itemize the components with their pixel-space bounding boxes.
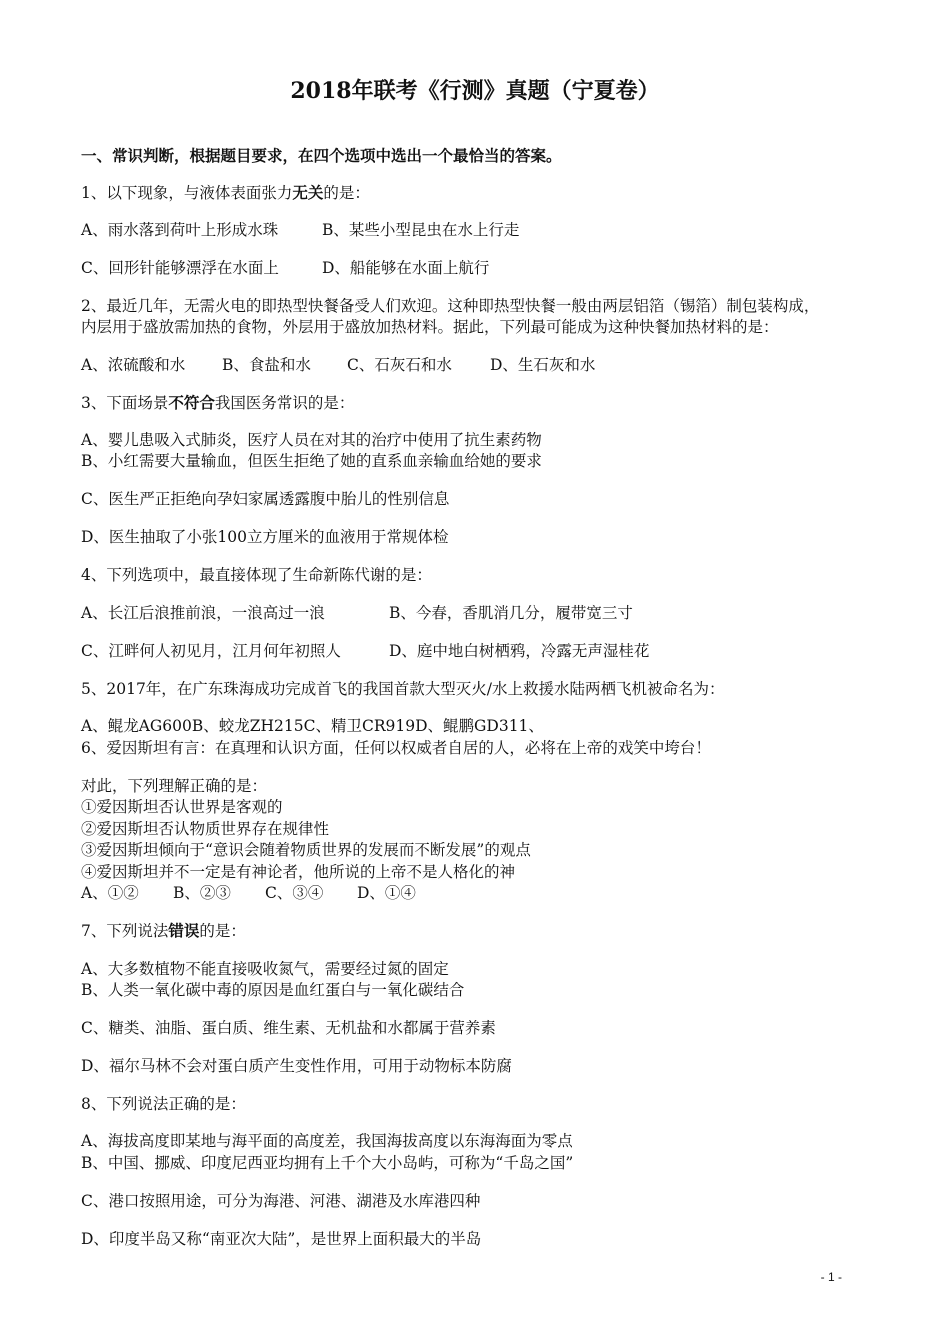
question-3-stem [81,393,354,413]
q4-option-d: D、庭中地白树栖鸦，冷露无声湿桂花 [389,642,650,660]
q8-option-a: A、海拔高度即某地与海平面的高度差，我国海拔高度以东海海面为零点 [81,1132,573,1150]
q6-statement-3: ③爱因斯坦倾向于“意识会随着物质世界的发展而不断发展”的观点 [81,841,531,859]
q6-option-c: C、③④ [265,884,324,902]
q7-option-c: C、糖类、油脂、蛋白质、维生素、无机盐和水都属于营养素 [81,1019,496,1037]
q1-stem-pre: 1、以下现象，与液体表面张力 [81,184,293,202]
q7-option-b: B、人类一氧化碳中毒的原因是血红蛋白与一氧化碳结合 [81,981,465,999]
q3-stem-emphasis: 不符合 [168,393,215,412]
q6-lead: 对此，下列理解正确的是： [81,777,268,795]
q1-stem-post: 的是： [323,184,370,202]
page-title: 2018年联考《行测》真题（宁夏卷） [290,78,660,104]
q6-statement-4: ④爱因斯坦并不一定是有神论者，他所说的上帝不是人格化的神 [81,863,516,881]
question-1-options-ab [81,220,519,240]
question-4-options-cd [81,641,649,661]
q1-option-a: A、雨水落到荷叶上形成水珠 [81,221,279,239]
page-number: - 1 - [820,1270,842,1284]
q6-statement-2: ②爱因斯坦否认物质世界存在规律性 [81,820,330,838]
q2-option-a: A、浓硫酸和水 [81,356,186,374]
q7-stem-post: 的是： [199,922,246,940]
q3-option-c: C、医生严正拒绝向孕妇家属透露腹中胎儿的性别信息 [81,490,450,508]
q2-option-d: D、生石灰和水 [490,356,596,374]
q3-stem-pre: 3、下面场景 [81,394,169,412]
question-6-stem: 6、爱因斯坦有言：在真理和认识方面，任何以权威者自居的人，必将在上帝的戏笑中垮台！ [81,739,711,757]
q3-stem-post: 我国医务常识的是： [214,394,355,412]
question-4-stem: 4、下列选项中，最直接体现了生命新陈代谢的是： [81,566,432,584]
q1-option-b: B、某些小型昆虫在水上行走 [322,221,520,239]
question-6-options [81,883,416,903]
q4-option-b: B、今春，香肌消几分，履带宽三寸 [389,604,633,622]
question-1-options-cd [81,258,489,278]
question-7-stem [81,921,246,941]
question-2-stem-line1: 2、最近几年，无需火电的即热型快餐备受人们欢迎。这种即热型快餐一般由两层铝箔（锡箔）制包装构成， [81,297,820,315]
q1-option-c: C、回形针能够漂浮在水面上 [81,259,279,277]
q1-option-d: D、船能够在水面上航行 [322,259,490,277]
q6-option-b: B、②③ [173,884,231,902]
q7-stem-emphasis: 错误 [168,921,200,940]
q8-option-b: B、中国、挪威、印度尼西亚均拥有上千个大小岛屿，可称为“千岛之国” [81,1154,574,1172]
q1-stem-emphasis: 无关 [292,183,324,202]
q5-options: A、鲲龙AG600B、蛟龙ZH215C、精卫CR919D、鲲鹏GD311、 [81,717,544,735]
q8-option-d: D、印度半岛又称“南亚次大陆”，是世界上面积最大的半岛 [81,1230,482,1248]
q2-option-c: C、石灰石和水 [347,356,452,374]
q8-option-c: C、港口按照用途，可分为海港、河港、湖港及水库港四种 [81,1192,481,1210]
q3-option-a: A、婴儿患吸入式肺炎，医疗人员在对其的治疗中使用了抗生素药物 [81,431,542,449]
q2-option-b: B、食盐和水 [222,356,311,374]
q3-option-b: B、小红需要大量输血，但医生拒绝了她的直系血亲输血给她的要求 [81,452,542,470]
q6-option-d: D、①④ [357,884,416,902]
q7-option-d: D、福尔马林不会对蛋白质产生变性作用，可用于动物标本防腐 [81,1057,512,1075]
q3-option-d: D、医生抽取了小张100立方厘米的血液用于常规体检 [81,528,449,546]
question-5-stem: 5、2017年，在广东珠海成功完成首飞的我国首款大型灭火/水上救援水陆两栖飞机被命名为： [81,680,725,698]
question-2-options [81,355,595,375]
q4-option-a: A、长江后浪推前浪，一浪高过一浪 [81,604,325,622]
question-4-options-ab [81,603,633,623]
question-8-stem: 8、下列说法正确的是： [81,1095,246,1113]
q6-statement-1: ①爱因斯坦否认世界是客观的 [81,798,283,816]
q7-stem-pre: 7、下列说法 [81,922,169,940]
section-heading: 一、常识判断，根据题目要求，在四个选项中选出一个最恰当的答案。 [81,146,562,165]
q6-option-a: A、①② [81,884,139,902]
q4-option-c: C、江畔何人初见月，江月何年初照人 [81,642,341,660]
question-1-stem [81,183,370,203]
question-2-stem-line2: 内层用于盛放需加热的食物，外层用于盛放加热材料。据此，下列最可能成为这种快餐加热材料的是： [81,318,779,336]
q7-option-a: A、大多数植物不能直接吸收氮气，需要经过氮的固定 [81,960,449,978]
